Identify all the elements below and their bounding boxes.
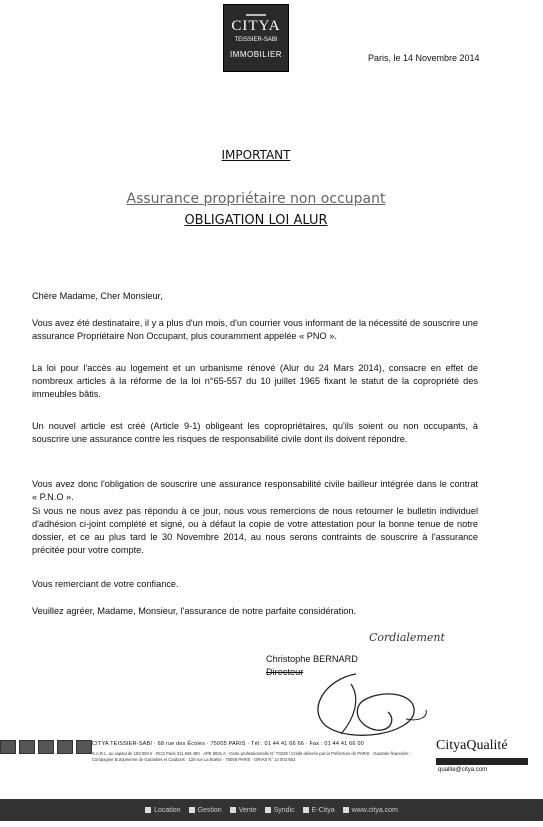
heading-alur: OBLIGATION LOI ALUR: [184, 213, 328, 228]
google-icon[interactable]: [76, 740, 92, 754]
square-icon: [343, 807, 349, 813]
salutation: Chère Madame, Cher Monsieur,: [32, 291, 163, 301]
square-icon: [303, 807, 309, 813]
square-icon: [145, 807, 151, 813]
nav-gestion[interactable]: Gestion: [189, 807, 222, 814]
logo-tagline: IMMOBILIER: [229, 50, 283, 59]
footer-nav-bar: [0, 799, 543, 821]
nav-location[interactable]: Location: [145, 807, 180, 814]
paragraph-3: Un nouvel article est créé (Article 9-1) obligeant les copropriétaires, qu'ils soient ou non occupants, à souscrire une assurance contre les risques de responsabilité civile dont ils doivent répondre.: [32, 421, 478, 444]
paragraph-1: Vous avez été destinataire, il y a plus d'un mois, d'un courrier vous informant de la nécessité de souscrire une assurance Propriétaire Non Occupant, plus couramment appelée « PNO ».: [32, 318, 478, 341]
logo-brand: CITYA: [231, 18, 281, 34]
signature-icon: [296, 664, 436, 744]
company-logo: [223, 4, 289, 72]
nav-website[interactable]: www.citya.com: [343, 807, 398, 814]
paragraph-5: Vous remerciant de votre confiance.: [32, 579, 179, 589]
facebook-icon[interactable]: [0, 740, 16, 754]
handwritten-closing: Cordialement: [369, 631, 445, 644]
nav-syndic[interactable]: Syndic: [265, 807, 295, 814]
signer-title: Directeur: [266, 667, 304, 677]
footer-company-line: CITYA TEISSIER-SABI · 68 rue des Écoles · 75005 PARIS · Tél : 01 44 41 66 66 · Fax : 01 44 41 66 00: [92, 741, 364, 747]
linkedin-icon[interactable]: [57, 740, 73, 754]
heading-assurance: Assurance propriétaire non occupant: [126, 191, 386, 207]
paragraph-6: Veuillez agréer, Madame, Monsieur, l'assurance de notre parfaite considération.: [32, 606, 357, 616]
crown-icon: [246, 8, 266, 16]
social-icons: [0, 740, 92, 754]
footer-legal-line: S.A.R.L. au capital de 183 000 € · RCS Paris 311 845 480 · APE 6831 A · Carte professionnelle N° T3229 / Crédit délivrée par la Préfecture de PARIS · Garantie financière : Compagnie Européenne de Garanties et Cautions · 128 rue La Boétie · 75008 PARIS · ORIAS N° 14 003 653: [92, 751, 411, 762]
letter-date: Paris, le 14 Novembre 2014: [368, 53, 480, 63]
square-icon: [189, 807, 195, 813]
twitter-icon[interactable]: [19, 740, 35, 754]
square-icon: [230, 807, 236, 813]
logo-subtitle: TEISSIER-SABI: [234, 37, 278, 43]
square-icon: [265, 807, 271, 813]
qualite-badge: [436, 758, 528, 765]
paragraph-4b: Si vous ne nous avez pas répondu à ce jour, nous vous remercions de nous retourner le bulletin individuel d'adhésion ci-joint complété et signé, ou à défaut la copie de votre attestation pour la bonne tenue de notre dossier, et ce au plus tard le 30 Novembre 2014, au nous serons contraints de souscrire à l'assurance précitée pour votre compte.: [32, 506, 478, 555]
qualite-logo: CityaQualité: [436, 738, 508, 753]
signer-name: Christophe BERNARD: [266, 654, 358, 664]
viadeo-icon[interactable]: [38, 740, 54, 754]
paragraph-2: La loi pour l'accès au logement et un urbanisme rénové (Alur du 24 Mars 2014), consacre en effet de nombreux articles à la réforme de la loi n°65-557 du 10 juillet 1965 fixant le statut de la copropriété des immeubles bâtis.: [32, 363, 478, 399]
paragraph-4a: Vous avez donc l'obligation de souscrire une assurance responsabilité civile bailleur intégrée dans le contrat « P.N.O ».: [32, 479, 478, 502]
nav-vente[interactable]: Vente: [230, 807, 257, 814]
qualite-email[interactable]: qualite@citya.com: [438, 767, 488, 773]
nav-ecitya[interactable]: E-Citya: [303, 807, 335, 814]
heading-important: IMPORTANT: [221, 148, 291, 162]
